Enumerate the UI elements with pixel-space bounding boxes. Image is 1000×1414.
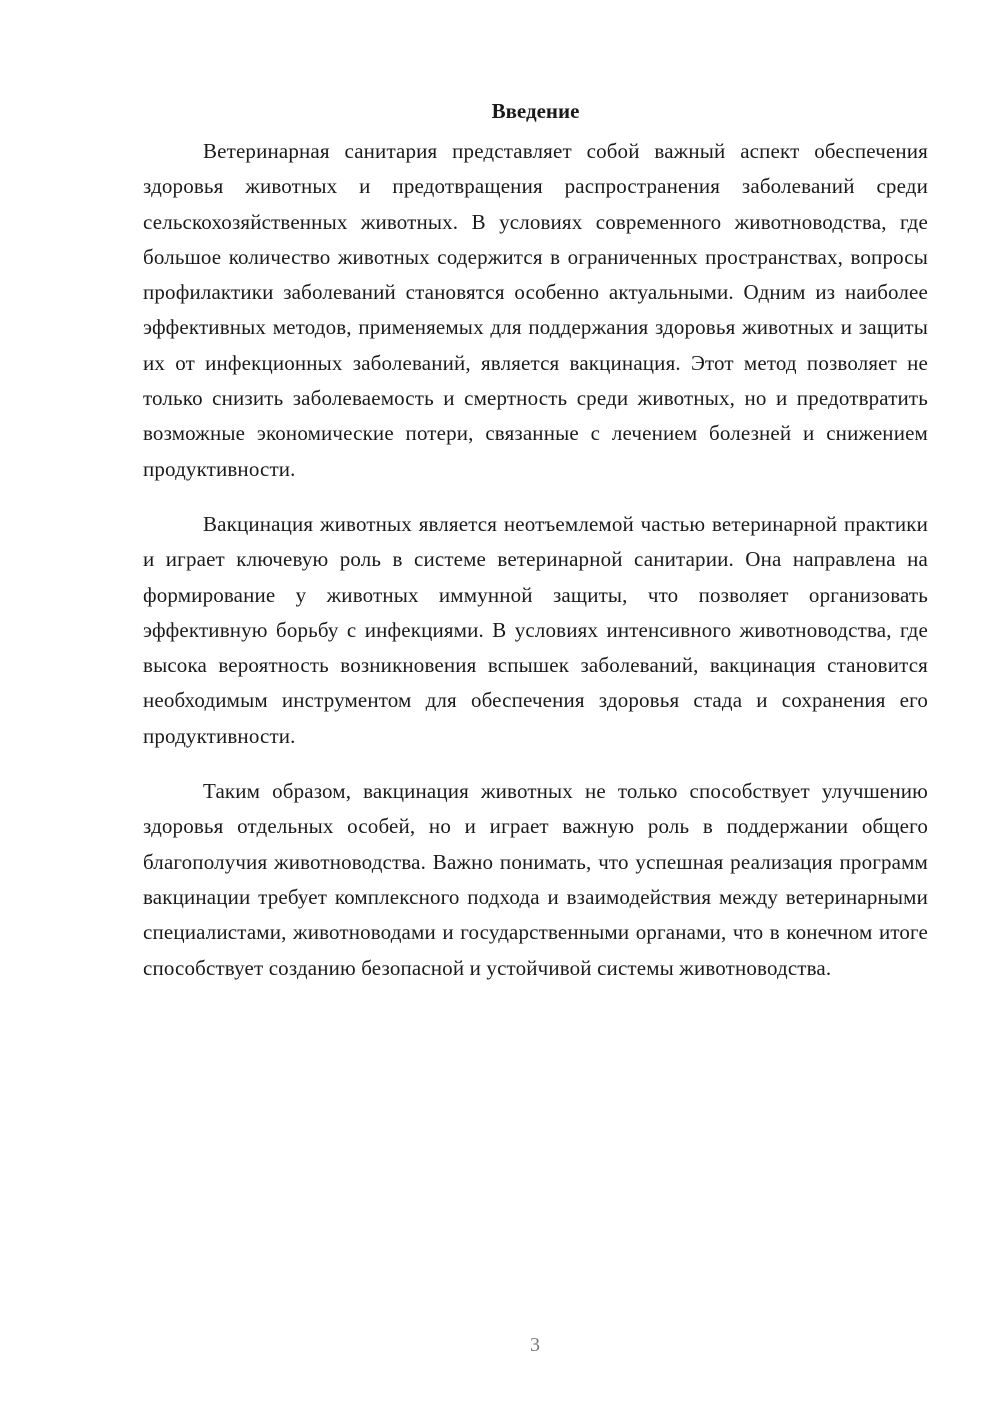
page-title: Введение [491, 99, 580, 123]
paragraph-1: Ветеринарная санитария представляет собой важный аспект обеспечения здоровья животных и предотвращения распространения заболеваний среди сельскохозяйственных животных. В условиях современного животноводства, где большое количество животных содержится в ограниченных пространствах, вопросы профилактики заболеваний становятся особенно актуальными. Одним из наиболее эффективных методов, применяемых для поддержания здоровья животных и защиты их от инфекционных заболеваний, является вакцинация. Этот метод позволяет не только снизить заболеваемость и смертность среди животных, но и предотвратить возможные экономические потери, связанные с лечением болезней и снижением продуктивности. [143, 139, 928, 481]
page-content [143, 94, 928, 986]
paragraph-2: Вакцинация животных является неотъемлемой частью ветеринарной практики и играет ключевую роль в системе ветеринарной санитарии. Она направлена на формирование у животных иммунной защиты, что позволяет организовать эффективную борьбу с инфекциями. В условиях интенсивного животноводства, где высока вероятность возникновения вспышек заболеваний, вакцинация становится необходимым инструментом для обеспечения здоровья стада и сохранения его продуктивности. [143, 511, 928, 748]
paragraph-3: Таким образом, вакцинация животных не только способствует улучшению здоровья отдельных особей, но и играет важную роль в поддержании общего благополучия животноводства. Важно понимать, что успешная реализация программ вакцинации требует комплексного подхода и взаимодействия между ветеринарными специалистами, животноводами и государственными органами, что в конечном итоге способствует созданию безопасной и устойчивой системы животноводства. [143, 779, 928, 980]
page-number: 3 [530, 1334, 540, 1356]
